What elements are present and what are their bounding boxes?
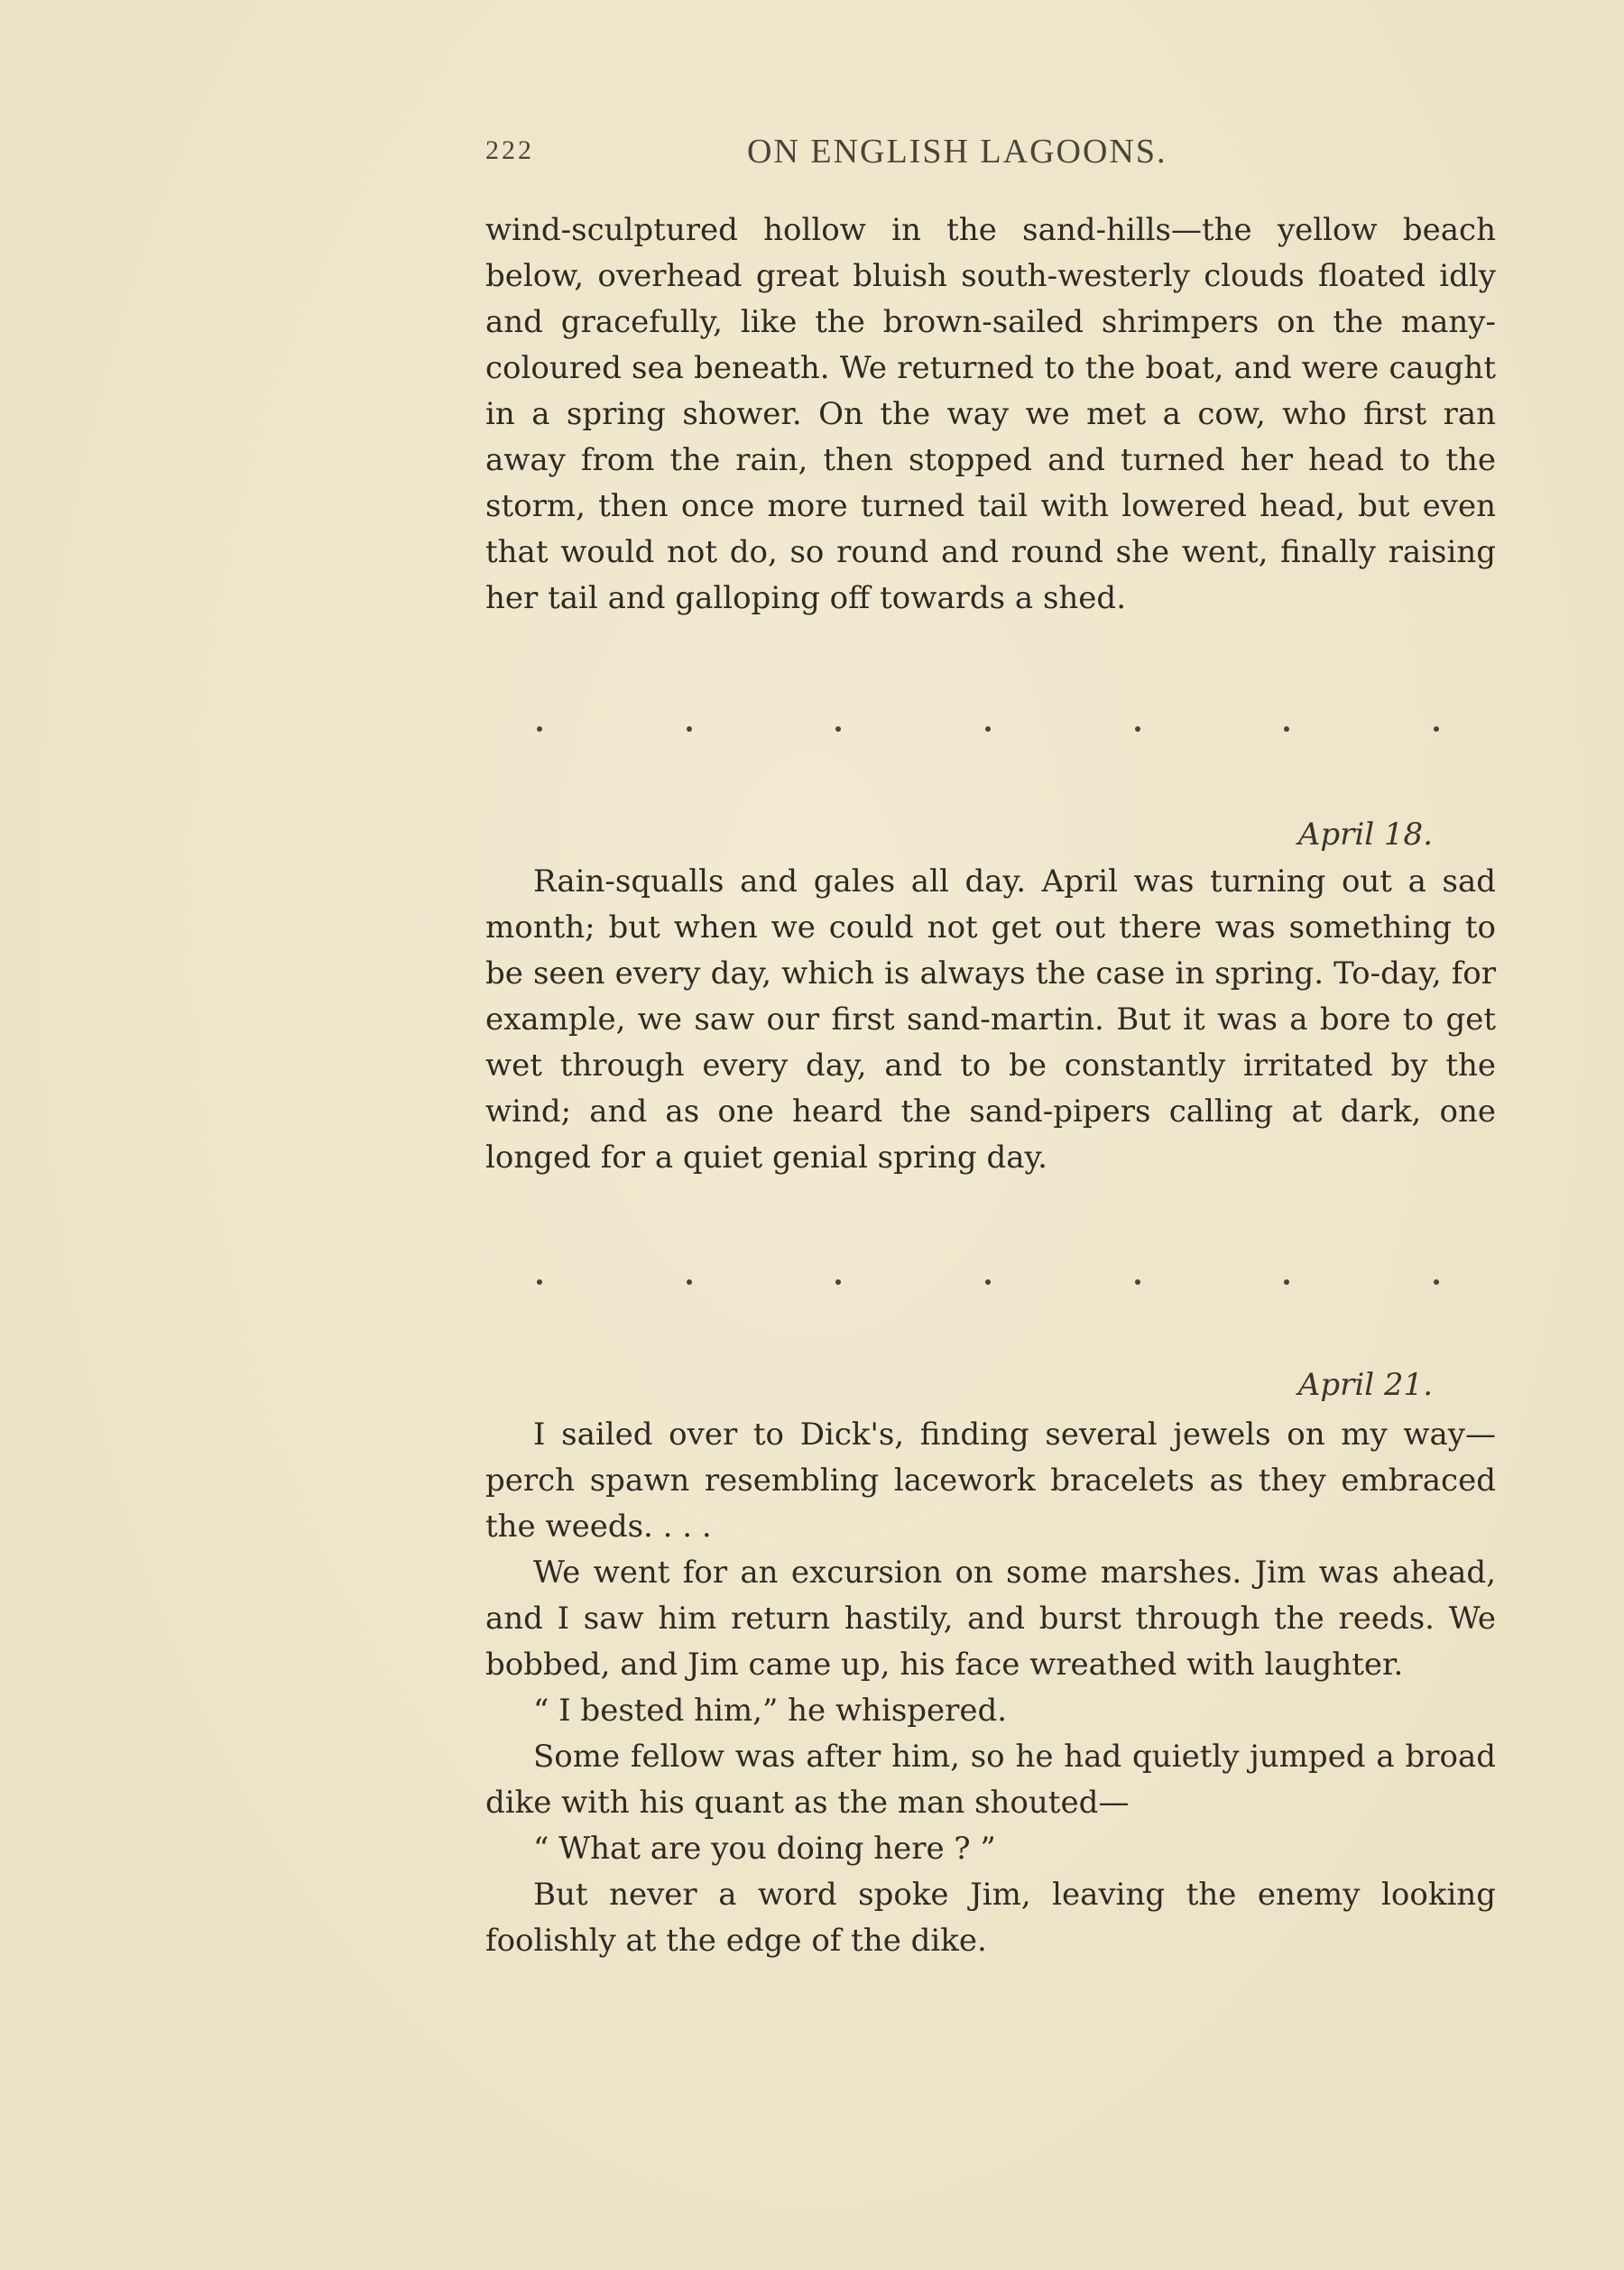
paragraph: But never a word spoke Jim, leaving the enemy looking foolishly at the edge of the dike. [485,1877,1496,1959]
paragraph: We went for an excursion on some marshes. Jim was ahead, and I saw him return hastily, and burst through the reeds. We bobbed, and Jim came up, his face wreathed with laughter. [485,1555,1496,1683]
ellipsis-dot [537,1279,542,1285]
date-heading: April 21. [1297,1367,1433,1403]
ellipsis-dot [1135,726,1140,732]
ellipsis-dot [687,1279,692,1285]
ellipsis-dot [687,726,692,732]
ellipsis-dot [1284,726,1289,732]
date-heading: April 18. [1297,817,1433,853]
ellipsis-dot [1434,1279,1439,1285]
paragraph: Some fellow was after him, so he had quietly jumped a broad dike with his quant as the man shouted— [485,1739,1496,1821]
paragraph: Rain-squalls and gales all day. April was turning out a sad month; but when we could not get out there was something to be seen every day, which is always the case in spring. To-day, for example, we saw our first sand-martin. But it was a bore to get wet through every day, and to be constantly irritated by the wind; and as one heard the sand-pipers calling at dark, one longed for a quiet genial spring day. [485,863,1496,1176]
ellipsis-dot [985,1279,991,1285]
paragraph: wind-sculptured hollow in the sand-hills—the yellow beach below, overhead great bluish south-westerly clouds floated idly and gracefully, like the brown-sailed shrimpers on the many-coloured sea beneath. We returned to the boat, and were caught in a spring shower. On the way we met a cow, who first ran away from the rain, then stopped and turned her head to the storm, then once more turned tail with lowered head, but even that would not do, so round and round she went, finally raising her tail and galloping off towards a shed. [485,212,1496,616]
ellipsis-dot [985,726,991,732]
ellipsis-dot [1284,1279,1289,1285]
ellipsis-dot [835,726,841,732]
section-2 [485,859,1496,1181]
section-3 [485,1412,1496,1964]
paragraph: “ What are you doing here ? ” [533,1831,996,1867]
section-1 [485,208,1496,622]
ellipsis-dot [537,726,542,732]
page-number: 222 [485,135,534,165]
section-break-dots [537,726,1439,744]
page-header [485,135,1485,189]
ellipsis-dot [835,1279,841,1285]
ellipsis-dot [1434,726,1439,732]
ellipsis-dot [1135,1279,1140,1285]
section-break-dots [537,1279,1439,1297]
running-head: ON ENGLISH LAGOONS. [747,133,1167,171]
paragraph: I sailed over to Dick's, finding several jewels on my way—perch spawn resembling lacework bracelets as they embraced the weeds. . . . [485,1416,1496,1545]
paragraph: “ I bested him,” he whispered. [533,1693,1008,1729]
